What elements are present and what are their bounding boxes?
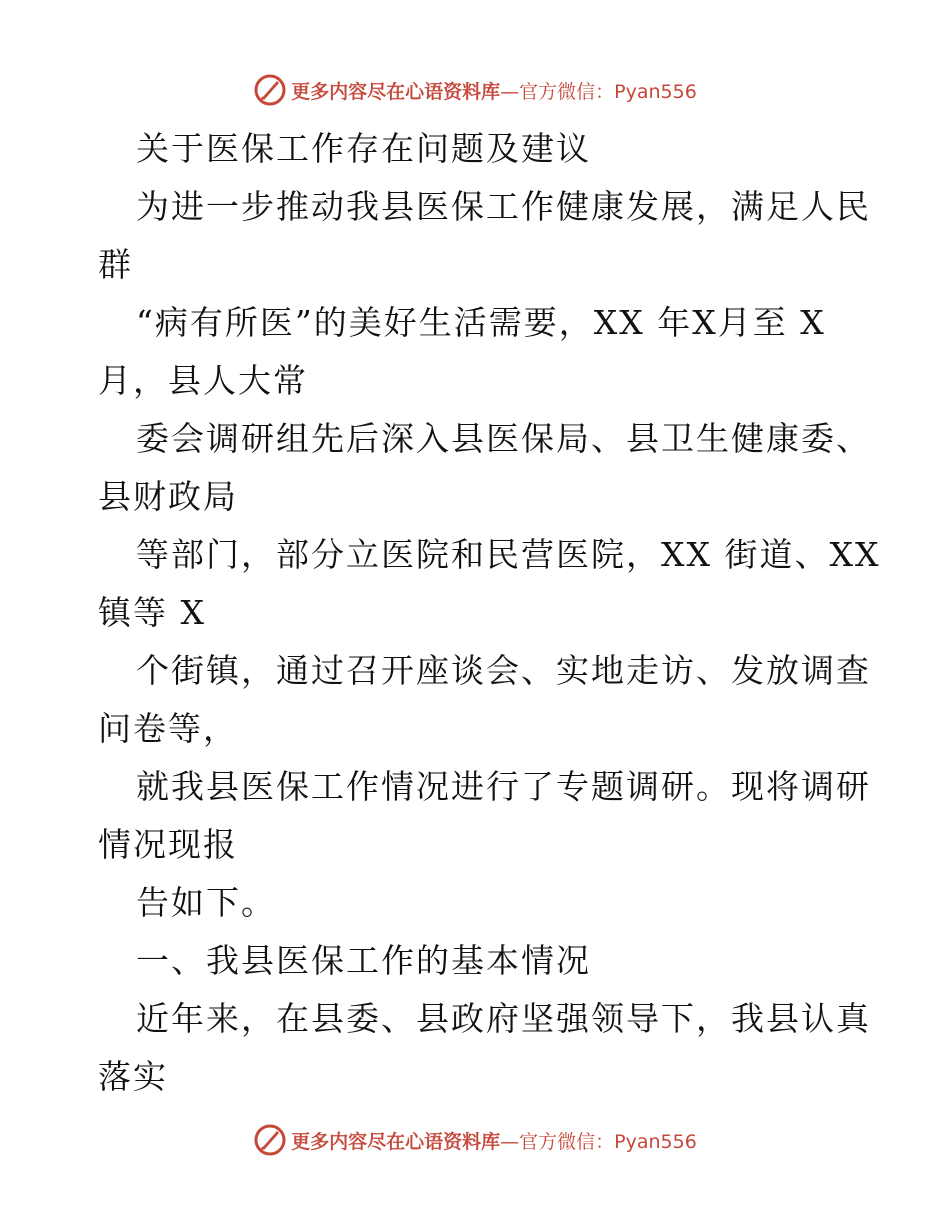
paragraph-line: 月，县人大常 [98,361,308,400]
paragraph-line: 群 [98,245,133,284]
header-banner-separator: — [500,80,520,103]
footer-banner-wechat: 官方微信：Pyan556 [519,1130,697,1153]
footer-banner [0,1120,950,1160]
paragraph-line: 委会调研组先后深入县医保局、县卫生健康委、 [136,419,871,458]
header-banner [0,70,950,110]
paragraph-line: 就我县医保工作情况进行了专题调研。现将调研 [136,767,871,806]
paragraph-line: 落实 [98,1057,168,1096]
paragraph-line: 告如下。 [136,883,276,922]
document-title: 关于医保工作存在问题及建议 [136,129,591,168]
paragraph-line: 个街镇，通过召开座谈会、实地走访、发放调查 [136,651,871,690]
document-body [98,120,881,1106]
paragraph-line: “病有所医”的美好生活需要，XX 年X月至 X [136,303,826,342]
paragraph-line: 县财政局 [98,477,238,516]
paragraph-line: 问卷等， [98,709,238,748]
footer-banner-text: 更多内容尽在心语资料库 [291,1130,501,1153]
footer-banner-separator: — [500,1130,520,1153]
header-banner-text: 更多内容尽在心语资料库 [291,80,501,103]
paragraph-line: 情况现报 [98,825,238,864]
quill-logo-icon [253,73,287,107]
paragraph-line: 近年来，在县委、县政府坚强领导下，我县认真 [136,999,871,1038]
header-banner-wechat: 官方微信：Pyan556 [519,80,697,103]
paragraph-line: 为进一步推动我县医保工作健康发展，满足人民 [136,187,871,226]
section-heading: 一、我县医保工作的基本情况 [136,941,591,980]
paragraph-line: 镇等 X [98,593,206,632]
quill-logo-icon [253,1123,287,1157]
paragraph-line: 等部门，部分立医院和民营医院，XX 街道、XX [136,535,881,574]
